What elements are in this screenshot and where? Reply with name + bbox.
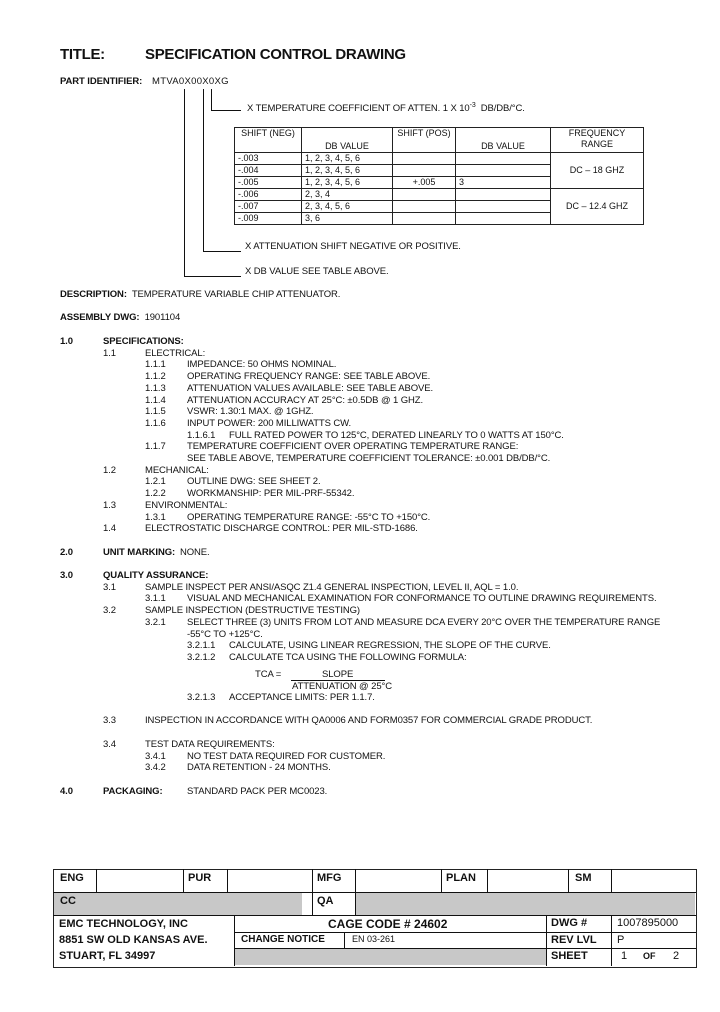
section-number: 1.1 [103, 348, 116, 359]
table-cell: -.005 [235, 177, 302, 189]
section-text: SELECT THREE (3) UNITS FROM LOT AND MEASURE DCA EVERY 20°C OVER THE TEMPERATURE RANGE [187, 617, 661, 628]
section-text: DATA RETENTION - 24 MONTHS. [187, 762, 331, 773]
section-number: 3.3 [103, 715, 116, 726]
table-cell: -.006 [235, 189, 302, 201]
section-number: 3.2.1.1 [187, 640, 216, 651]
qa-label: QA [317, 895, 334, 907]
section-text: CALCULATE TCA USING THE FOLLOWING FORMULA: [229, 652, 467, 663]
section-text: OPERATING FREQUENCY RANGE: SEE TABLE ABOVE. [187, 371, 431, 382]
section-number: 3.0 [60, 570, 73, 581]
sheet-label: SHEET [551, 950, 588, 962]
section-number: 1.1.6 [145, 418, 166, 429]
table-cell [456, 201, 551, 213]
table-cell: 3, 6 [302, 213, 393, 225]
of-label: OF [643, 951, 656, 961]
sm-label: SM [575, 872, 592, 884]
plan-label: PLAN [446, 872, 476, 884]
section-text: -55°C TO +125°C. [187, 629, 263, 640]
table-cell: 3 [456, 177, 551, 189]
table-cell [393, 213, 456, 225]
section-text: WORKMANSHIP: PER MIL-PRF-55342. [187, 488, 355, 499]
table-cell: -.009 [235, 213, 302, 225]
section-text: SAMPLE INSPECTION (DESTRUCTIVE TESTING) [145, 605, 360, 616]
sheet-number: 1 [621, 950, 628, 962]
title-value: SPECIFICATION CONTROL DRAWING [145, 46, 406, 63]
section-number: 1.3.1 [145, 512, 166, 523]
attenuation-table [234, 127, 644, 225]
section-number: 3.2.1.3 [187, 692, 216, 703]
section-text: MECHANICAL: [145, 465, 209, 476]
section-text: INPUT POWER: 200 MILLIWATTS CW. [187, 418, 352, 429]
eng-label: ENG [60, 872, 84, 884]
section-number: 3.1.1 [145, 593, 166, 604]
temp-coef-callout: X TEMPERATURE COEFFICIENT OF ATTEN. 1 X $10^{-3}$ DB/DB/°C. [247, 102, 525, 115]
company-address-1: 8851 SW OLD KANSAS AVE. [59, 934, 208, 946]
section-text: NO TEST DATA REQUIRED FOR CUSTOMER. [187, 751, 386, 762]
dwg-value: 1007895000 [617, 917, 679, 929]
section-number: 3.1 [103, 582, 116, 593]
col-shift-pos: SHIFT (POS) [393, 128, 456, 153]
change-notice-value: EN 03-261 [352, 934, 396, 944]
section-number: 3.4.1 [145, 751, 166, 762]
section-number: 2.0 [60, 547, 73, 558]
section-value: NONE. [180, 547, 210, 558]
sheet-total: 2 [673, 950, 680, 962]
section-number: 1.4 [103, 523, 116, 534]
description: DESCRIPTION: TEMPERATURE VARIABLE CHIP ATTENUATOR. [60, 289, 341, 300]
section-number: 3.2.1 [145, 617, 166, 628]
section-number: 1.1.1 [145, 359, 166, 370]
assembly-dwg: ASSEMBLY DWG: 1901104 [60, 312, 181, 323]
section-text: SAMPLE INSPECT PER ANSI/ASQC Z1.4 GENERAL INSPECTION, LEVEL II, AQL = 1.0. [145, 582, 519, 593]
atten-shift-callout: X ATTENUATION SHIFT NEGATIVE OR POSITIVE. [245, 241, 461, 252]
section-text: VISUAL AND MECHANICAL EXAMINATION FOR CONFORMANCE TO OUTLINE DRAWING REQUIREMENTS. [187, 593, 657, 604]
table-cell: 1, 2, 3, 4, 5, 6 [302, 165, 393, 177]
section-number: 1.2.1 [145, 476, 166, 487]
section-number: 1.1.3 [145, 383, 166, 394]
section-text: TEST DATA REQUIREMENTS: [145, 739, 275, 750]
title-label: TITLE: [60, 46, 105, 63]
change-notice-label: CHANGE NOTICE [241, 934, 325, 945]
formula-lhs: TCA = [255, 669, 282, 680]
section-number: 1.1.7 [145, 441, 166, 452]
section-text: UNIT MARKING: [103, 547, 176, 558]
section-text: ATTENUATION ACCURACY AT 25°C: ±0.5DB @ 1 GHZ. [187, 395, 424, 406]
part-identifier-label: PART IDENTIFIER: [60, 76, 143, 87]
table-cell: -.004 [235, 165, 302, 177]
section-text: ELECTROSTATIC DISCHARGE CONTROL: PER MIL-STD-1686. [145, 523, 418, 534]
company-name: EMC TECHNOLOGY, INC [59, 918, 188, 930]
dwg-label: DWG # [551, 917, 588, 929]
section-text: SPECIFICATIONS: [103, 336, 184, 347]
section-number: 1.1.5 [145, 406, 166, 417]
section-text: ATTENUATION VALUES AVAILABLE: SEE TABLE ABOVE. [187, 383, 434, 394]
col-db-value-2: DB VALUE [456, 128, 551, 153]
section-text: CALCULATE, USING LINEAR REGRESSION, THE SLOPE OF THE CURVE. [229, 640, 551, 651]
table-cell: 2, 3, 4, 5, 6 [302, 201, 393, 213]
table-cell [393, 165, 456, 177]
freq-range-2: DC – 12.4 GHZ [551, 189, 644, 225]
db-value-callout: X DB VALUE SEE TABLE ABOVE. [245, 266, 389, 277]
section-value: STANDARD PACK PER MC0023. [187, 786, 328, 797]
table-cell: -.003 [235, 153, 302, 165]
section-number: 1.2 [103, 465, 116, 476]
freq-range-1: DC – 18 GHZ [551, 153, 644, 189]
section-text: FULL RATED POWER TO 125°C, DERATED LINEARLY TO 0 WATTS AT 150°C. [229, 430, 564, 441]
col-db-value: DB VALUE [302, 128, 393, 153]
section-number: 3.2.1.2 [187, 652, 216, 663]
table-cell: 2, 3, 4 [302, 189, 393, 201]
col-frequency: FREQUENCY RANGE [551, 128, 644, 153]
cc-label: CC [60, 895, 76, 907]
part-identifier-value: MTVA0X00X0XG [152, 76, 229, 87]
section-text: OUTLINE DWG: SEE SHEET 2. [187, 476, 321, 487]
section-text: PACKAGING: [103, 786, 163, 797]
table-cell [393, 201, 456, 213]
section-number: 1.3 [103, 500, 116, 511]
section-number: 3.4.2 [145, 762, 166, 773]
section-text: ACCEPTANCE LIMITS: PER 1.1.7. [229, 692, 375, 703]
section-text: OPERATING TEMPERATURE RANGE: -55°C TO +150°C. [187, 512, 431, 523]
section-number: 3.2 [103, 605, 116, 616]
rev-label: REV LVL [551, 934, 597, 946]
rev-value: P [617, 934, 625, 946]
section-number: 1.0 [60, 336, 73, 347]
table-cell [456, 213, 551, 225]
table-cell [393, 189, 456, 201]
section-text: ENVIRONMENTAL: [145, 500, 228, 511]
section-text: VSWR: 1.30:1 MAX. @ 1GHZ. [187, 406, 314, 417]
section-text: QUALITY ASSURANCE: [103, 570, 209, 581]
section-number: 1.1.6.1 [187, 430, 216, 441]
section-text: SEE TABLE ABOVE, TEMPERATURE COEFFICIENT TOLERANCE: ±0.001 DB/DB/°C. [187, 453, 551, 464]
table-cell [456, 165, 551, 177]
table-cell: +.005 [393, 177, 456, 189]
section-number: 3.4 [103, 739, 116, 750]
formula-numerator: SLOPE [322, 669, 354, 680]
company-address-2: STUART, FL 34997 [59, 950, 156, 962]
section-number: 1.1.4 [145, 395, 166, 406]
section-text: TEMPERATURE COEFFICIENT OVER OPERATING TEMPERATURE RANGE: [187, 441, 519, 452]
section-text: IMPEDANCE: 50 OHMS NOMINAL. [187, 359, 337, 370]
table-cell [456, 153, 551, 165]
section-text: INSPECTION IN ACCORDANCE WITH QA0006 AND FORM0357 FOR COMMERCIAL GRADE PRODUCT. [145, 715, 593, 726]
section-text: ELECTRICAL: [145, 348, 206, 359]
section-number: 1.1.2 [145, 371, 166, 382]
table-cell: -.007 [235, 201, 302, 213]
table-cell [393, 153, 456, 165]
table-cell: 1, 2, 3, 4, 5, 6 [302, 177, 393, 189]
mfg-label: MFG [317, 872, 342, 884]
cage-code: CAGE CODE # 24602 [328, 917, 448, 931]
table-cell [456, 189, 551, 201]
section-number: 1.2.2 [145, 488, 166, 499]
table-cell: 1, 2, 3, 4, 5, 6 [302, 153, 393, 165]
pur-label: PUR [188, 872, 212, 884]
col-shift-neg: SHIFT (NEG) [235, 128, 302, 153]
formula-denominator: ATTENUATION @ 25°C [292, 681, 392, 692]
section-number: 4.0 [60, 786, 73, 797]
